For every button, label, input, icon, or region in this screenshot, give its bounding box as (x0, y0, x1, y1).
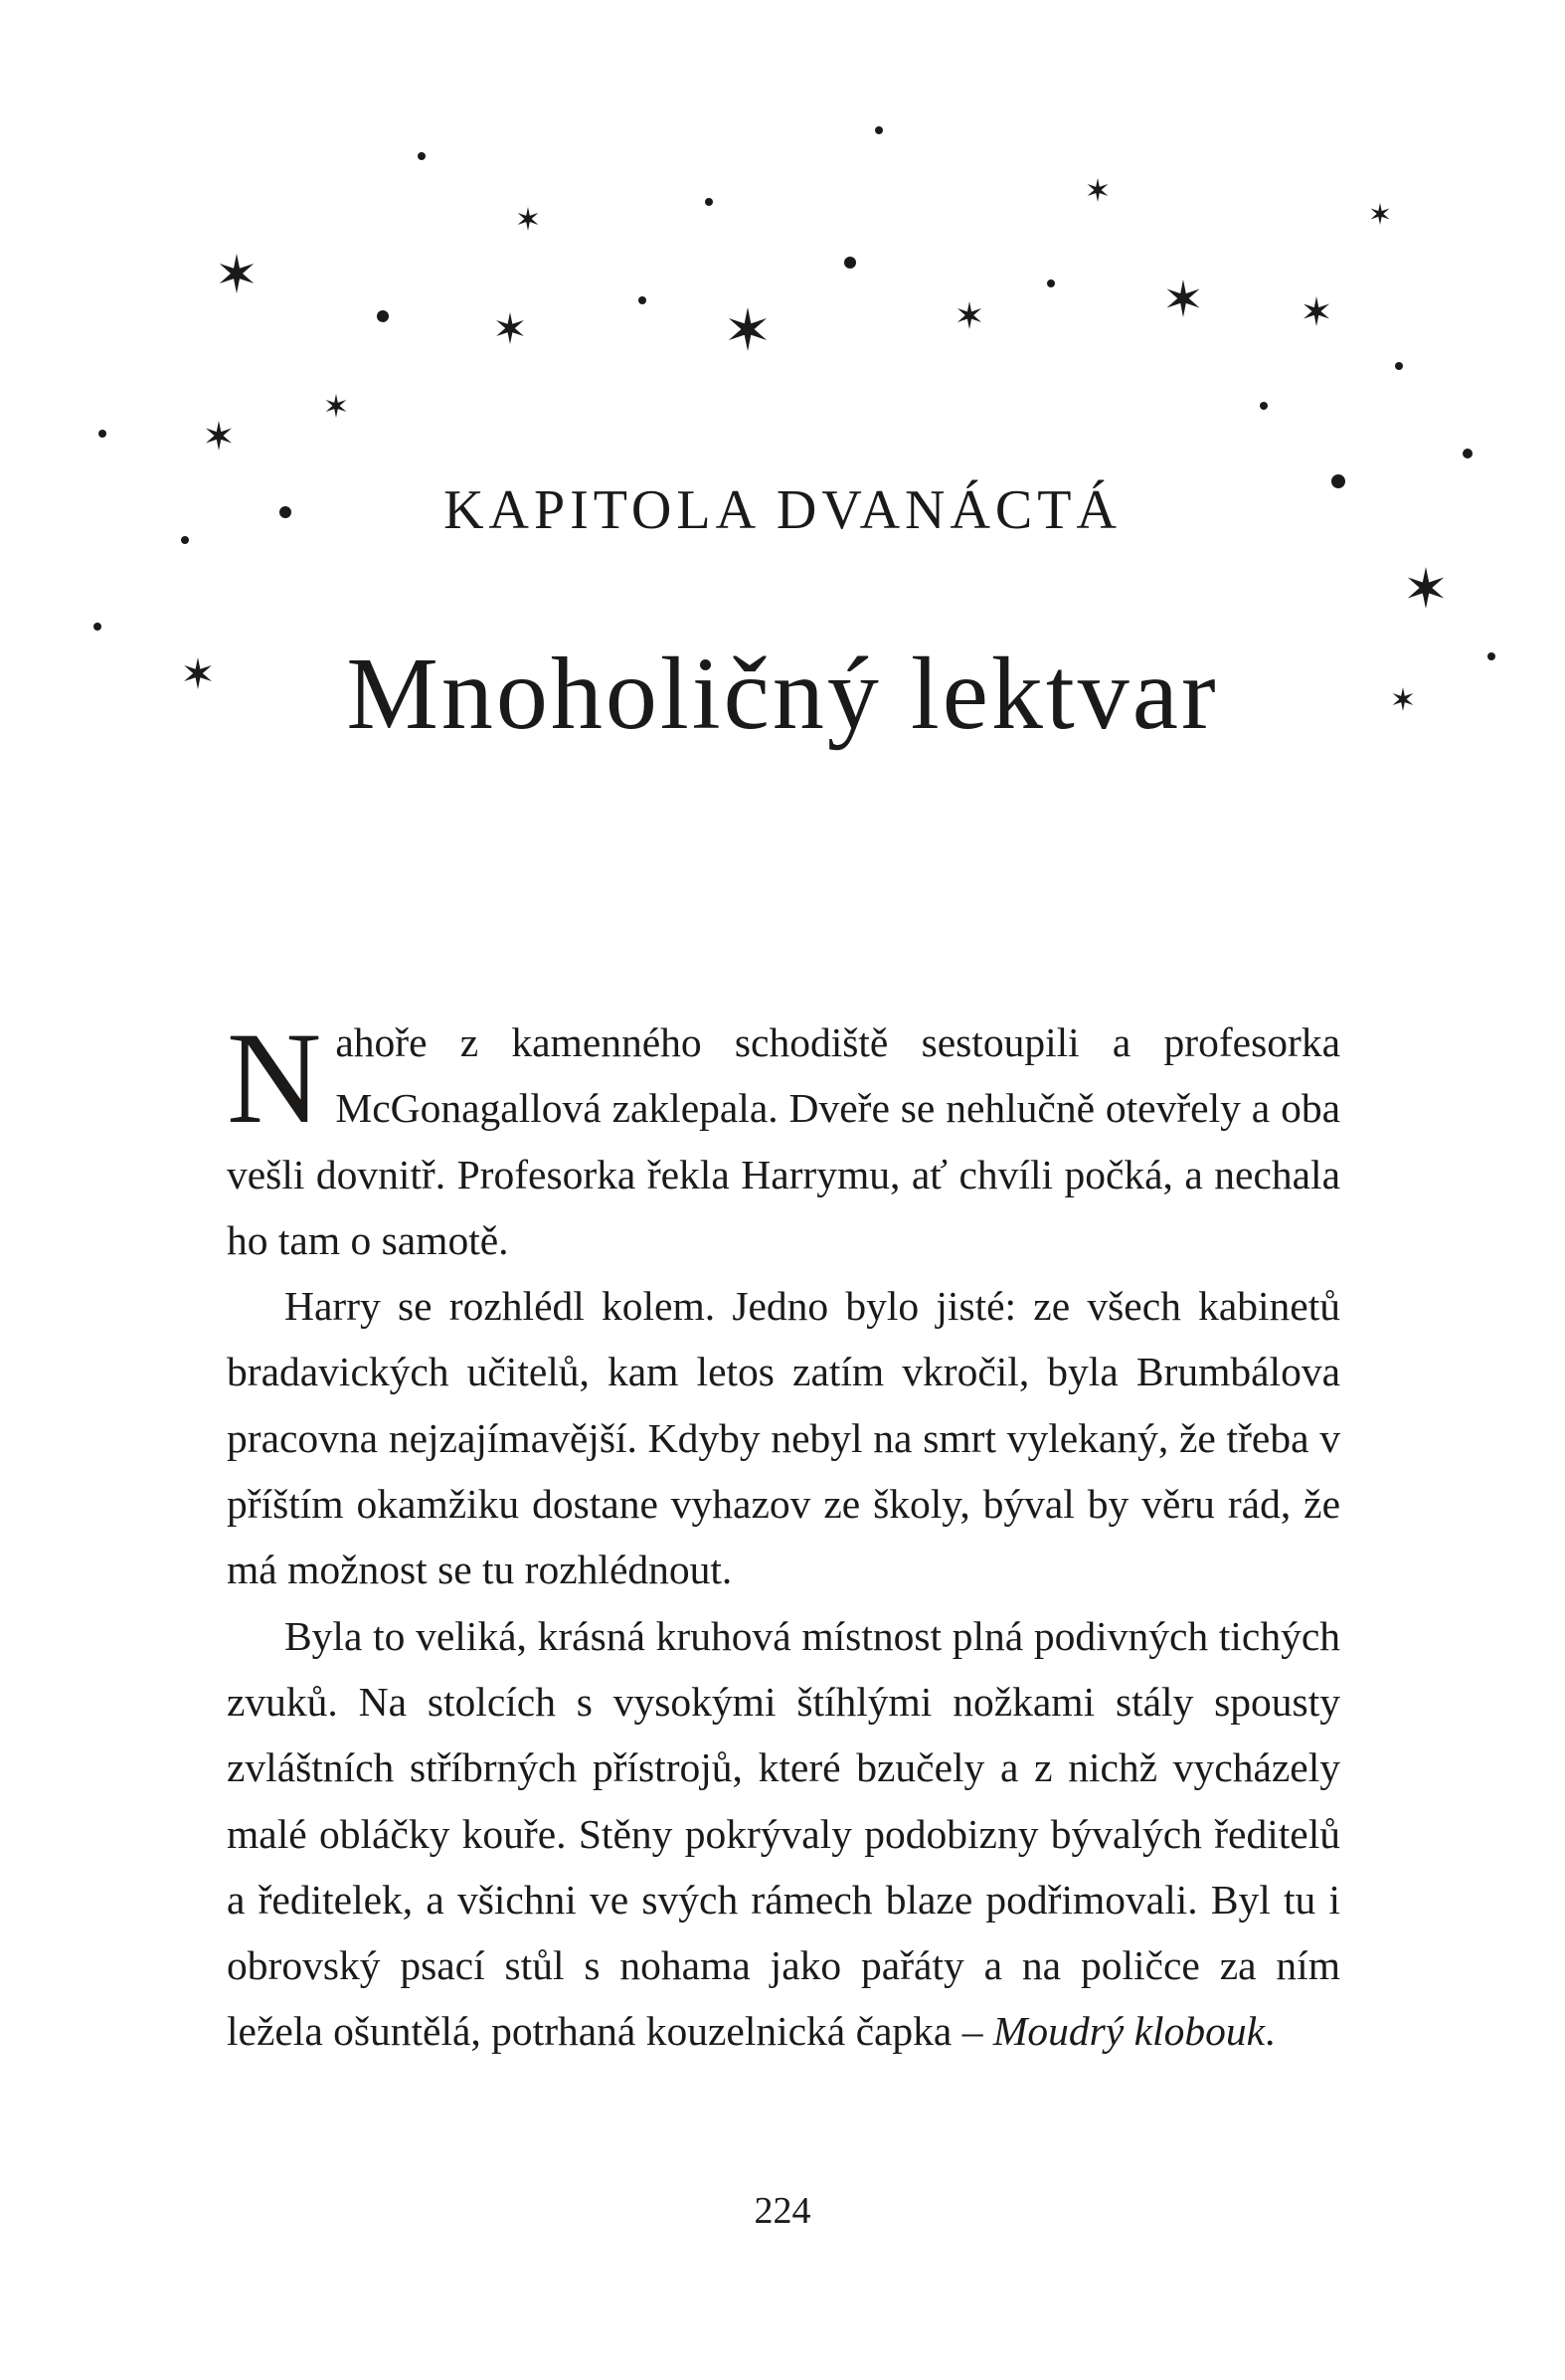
star-icon (1408, 567, 1444, 609)
star-icon (518, 207, 539, 231)
paragraph-2-text: Harry se rozhlédl kolem. Jedno bylo jisté: ze všech kabinetů bradavických učitelů, kam letos zatím vkročil, byla Brumbálova pracovna nejzajímavější. Kdyby nebyl na smrt vylekaný, že třeba v příštím okamžiku dostane vyhazov ze školy, býval by věru rád, že má možnost se tu rozhlédnout. (227, 1283, 1340, 1593)
star-dot (93, 623, 101, 631)
star-icon (1304, 296, 1329, 326)
star-dot (844, 257, 856, 269)
paragraph-3-text: Byla to veliká, krásná kruhová místnost plná podivných tichých zvuků. Na stolcích s vysokými štíhlými nožkami stály spousty zvláštních stříbrných přístrojů, které bzučely a z nichž vycházely malé obláčky kouře. Stěny pokrývaly podobizny bývalých ředitelů a ředitelek, a všichni ve svých rámech blaze podřimovali. Byl tu i obrovský psací stůl s nohama jako pařáty a na poličce za ním ležela ošuntělá, potrhaná kouzelnická čapka – (227, 1612, 1340, 2055)
page-number: 224 (754, 2190, 811, 2232)
star-icon (496, 312, 524, 344)
star-icon (1371, 203, 1390, 225)
paragraph-2 (227, 1273, 1340, 1602)
star-dot (705, 198, 713, 206)
star-dot (1395, 362, 1403, 370)
paragraph-1 (227, 1005, 1340, 1273)
star-icon (220, 254, 255, 293)
book-title-emphasis: Moudrý klobouk (992, 2008, 1265, 2055)
paragraph-1-text: ahoře z kamenného schodiště sestoupili a profesorka McGonagallová zaklepala. Dveře se nehlučně otevřely a oba vešli dovnitř. Profesorka řekla Harrymu, ať chvíli počká, a nechala ho tam o samotě. (227, 1019, 1340, 1263)
star-dot (418, 152, 426, 160)
star-icon (1088, 178, 1109, 202)
star-dot (638, 296, 646, 304)
star-icon (326, 394, 347, 418)
paragraph-3-end: . (1265, 2008, 1276, 2055)
star-icon (957, 301, 981, 329)
chapter-title: Mnoholičný lektvar (346, 637, 1219, 751)
star-icon (1167, 279, 1200, 317)
star-dot (1260, 402, 1268, 410)
star-icon (729, 307, 767, 351)
star-dot (1463, 449, 1473, 458)
body-text (227, 1005, 1340, 2065)
star-dot (875, 126, 883, 134)
star-dot (98, 430, 106, 438)
star-dot (377, 310, 389, 322)
chapter-label: KAPITOLA DVANÁCTÁ (443, 479, 1122, 541)
drop-cap: N (227, 1005, 322, 1151)
paragraph-3 (227, 1603, 1340, 2065)
star-dot (1047, 279, 1055, 287)
star-icon (206, 421, 232, 451)
